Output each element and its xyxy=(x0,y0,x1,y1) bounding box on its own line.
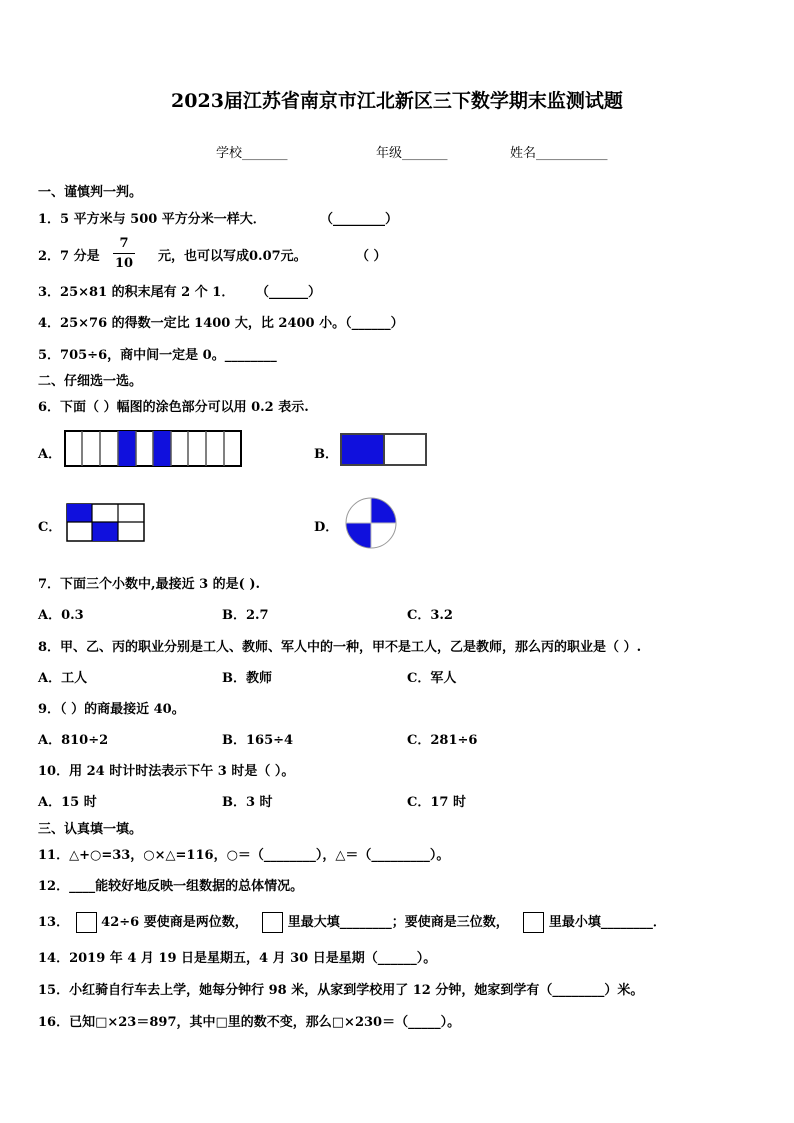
option-c-label: C． xyxy=(38,520,62,535)
q8-option-c: C．军人 xyxy=(407,671,457,686)
question-8: 8．甲、乙、丙的职业分别是工人、教师、军人中的一种，甲不是工人，乙是教师，那么丙的职业是（ ）. xyxy=(38,640,642,655)
q9-option-c: C．281÷6 xyxy=(407,733,478,748)
q8-option-b: B．教师 xyxy=(222,671,272,686)
shaded-cell xyxy=(67,504,92,522)
section-1-heading: 一、谨慎判一判。 xyxy=(38,185,143,200)
question-13-number: 13． xyxy=(38,915,70,930)
question-10: 10．用 24 时计时法表示下午 3 时是（ ）。 xyxy=(38,764,295,779)
question-14: 14．2019 年 4 月 19 日是星期五，4 月 30 日是星期（______）。 xyxy=(38,951,437,966)
q10-option-b: B．3 时 xyxy=(222,795,273,810)
q7-option-c: C．3.2 xyxy=(407,608,453,623)
option-c-grid-figure xyxy=(66,503,146,543)
question-13-part-3: 里最小填________． xyxy=(548,915,666,930)
shaded-cell xyxy=(92,522,118,541)
question-3: 3．25×81 的积末尾有 2 个 1． xyxy=(38,285,235,300)
option-b-label: B． xyxy=(314,447,338,462)
shaded-cell xyxy=(118,431,136,466)
fraction-seven-tenths xyxy=(112,235,136,272)
shaded-cell xyxy=(153,431,171,466)
blank-box xyxy=(76,912,97,933)
question-2-prefix: 2．7 分是 xyxy=(38,249,100,264)
question-9: 9．（ ）的商最接近 40。 xyxy=(38,702,185,717)
option-a-strip-figure xyxy=(64,430,244,468)
q7-option-a: A．0.3 xyxy=(38,608,84,623)
question-1-blank: （________） xyxy=(320,212,399,227)
question-7: 7．下面三个小数中,最接近 3 的是( ). xyxy=(38,577,261,592)
q7-option-b: B．2.7 xyxy=(222,608,269,623)
question-13-part-1: 42÷6 要使商是两位数， xyxy=(101,915,248,930)
question-6: 6．下面（ ）幅图的涂色部分可以用 0.2 表示. xyxy=(38,400,309,415)
q10-option-a: A．15 时 xyxy=(38,795,97,810)
q9-option-b: B．165÷4 xyxy=(222,733,294,748)
question-3-blank: （______） xyxy=(256,285,322,300)
question-12: 12．____能较好地反映一组数据的总体情况。 xyxy=(38,879,304,894)
fraction-numerator: 7 xyxy=(119,236,129,251)
blank-box xyxy=(262,912,283,933)
blank-box xyxy=(523,912,544,933)
shaded-half xyxy=(341,434,384,465)
question-1: 1．5 平方米与 500 平方分米一样大． xyxy=(38,212,266,227)
option-a-label: A． xyxy=(38,447,62,462)
q9-option-a: A．810÷2 xyxy=(38,733,109,748)
question-5: 5．705÷6，商中间一定是 0。________ xyxy=(38,348,277,363)
question-2-suffix: 元，也可以写成0.07元。 xyxy=(158,249,307,264)
q8-option-a: A．工人 xyxy=(38,671,88,686)
question-16: 16．已知□×23＝897，其中□里的数不变，那么□×230＝（_____）。 xyxy=(38,1015,461,1030)
question-13 xyxy=(38,911,666,933)
option-d-circle-figure xyxy=(345,496,397,550)
section-2-heading: 二、仔细选一选。 xyxy=(38,374,143,389)
grade-field: 年级_______ xyxy=(376,146,448,161)
option-d-label: D． xyxy=(314,520,339,535)
fraction-bar xyxy=(113,253,135,254)
name-field: 姓名___________ xyxy=(510,146,608,161)
question-13-part-2: 里最大填________；要使商是三位数， xyxy=(287,915,509,930)
question-15: 15．小红骑自行车去上学，她每分钟行 98 米，从家到学校用了 12 分钟，她家到学有（________）米。 xyxy=(38,983,644,998)
section-3-heading: 三、认真填一填。 xyxy=(38,822,143,837)
question-4: 4．25×76 的得数一定比 1400 大，比 2400 小。（______） xyxy=(38,316,404,331)
question-11: 11．△+○=33，○×△=116，○＝（________），△＝（_________）。 xyxy=(38,848,450,863)
school-field: 学校_______ xyxy=(216,146,288,161)
fraction-denominator: 10 xyxy=(114,256,134,271)
q10-option-c: C．17 时 xyxy=(407,795,466,810)
question-2-blank: （ ） xyxy=(356,249,387,264)
option-b-bar-figure xyxy=(340,433,428,467)
page-title: 2023届江苏省南京市江北新区三下数学期末监测试题 xyxy=(171,90,623,112)
